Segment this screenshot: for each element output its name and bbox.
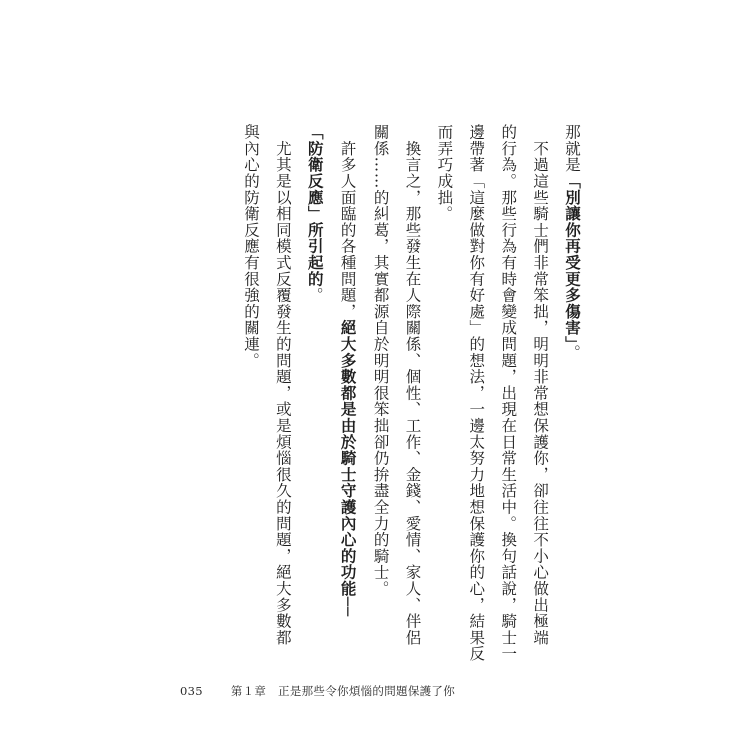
text-line bbox=[459, 124, 491, 662]
text-line bbox=[427, 124, 459, 614]
text-run: 尤其是以相同模式反覆發生的問題，或是煩惱很久的問題，絕大多數都 bbox=[273, 124, 292, 646]
emphasis-text: 「別讓你再受更多傷害」 bbox=[563, 172, 582, 345]
text-run: 。 bbox=[563, 344, 581, 361]
emphasis-text: 「防衛反應」所引起的 bbox=[305, 124, 325, 287]
text-line bbox=[298, 124, 331, 614]
running-head-chapter-title: 第１章 正是那些令你煩惱的問題保護了你 bbox=[230, 684, 456, 698]
emphasis-text: 絕大多數都是由於騎士守護內心的功能── bbox=[338, 319, 358, 617]
text-line bbox=[491, 124, 523, 662]
text-run: 而弄巧成拙。 bbox=[435, 124, 454, 222]
page-number: 035 bbox=[180, 684, 203, 698]
text-run: 關係……的糾葛，其實都源自於明明很笨拙卻仍拚盡全力的騎士。 bbox=[371, 124, 390, 597]
text-run: 。 bbox=[305, 287, 324, 304]
text-run: 邊帶著「這麼做對你有好處」的想法，一邊太努力地想保護你的心，結果反 bbox=[467, 124, 486, 662]
body-text-vertical bbox=[234, 124, 588, 662]
text-line bbox=[555, 124, 588, 614]
text-run: 換言之，那些發生在人際關係、個性、工作、金錢、愛情、家人、伴侶 bbox=[403, 124, 422, 646]
text-line bbox=[331, 124, 364, 617]
text-line bbox=[234, 124, 266, 614]
text-run: 許多人面臨的各種問題， bbox=[338, 124, 357, 320]
text-run: 的行為。那些行為有時會變成問題，出現在日常生活中。換句話說，騎士一 bbox=[499, 124, 518, 662]
text-run: 那就是 bbox=[563, 124, 581, 173]
text-run: 不過這些騎士們非常笨拙，明明非常想保護你，卻往往不小心做出極端 bbox=[531, 124, 550, 646]
text-line bbox=[266, 124, 298, 646]
text-line bbox=[523, 124, 555, 646]
page-footer bbox=[180, 683, 455, 699]
text-run: 與內心的防衛反應有很強的關連。 bbox=[241, 124, 260, 369]
text-line bbox=[364, 124, 396, 614]
text-line bbox=[396, 124, 428, 646]
